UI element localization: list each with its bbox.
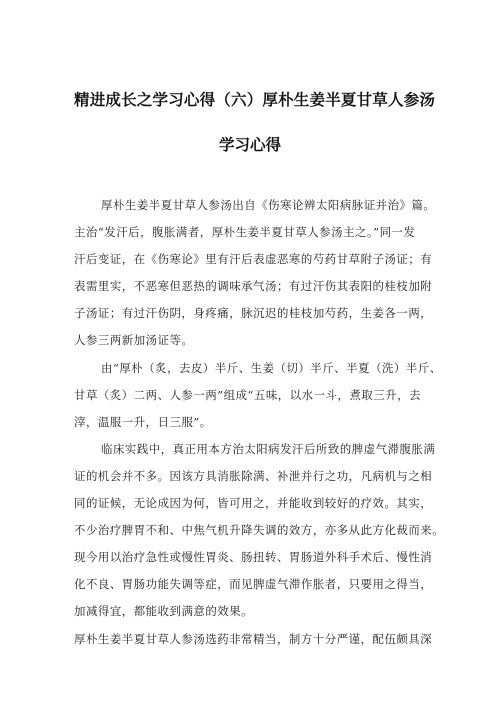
body-line: 证的机会并不多。因该方具消胀除满、补泄并行之功，凡病机与之相 bbox=[74, 468, 433, 483]
body-line: 表需里实，不恶寒但恶热的调味承气汤；有过汗伤其表阳的桂枝加附 bbox=[74, 279, 433, 294]
body-line: 化不良、胃肠功能失调等症，而见脾虚气滞作胀者，只要用之得当， bbox=[74, 577, 433, 592]
document-body bbox=[74, 192, 445, 653]
body-line: 人参三两新加汤证等。 bbox=[74, 333, 194, 348]
document-title: 精进成长之学习心得（六）厚朴生姜半夏甘草人参汤 bbox=[74, 91, 436, 109]
body-line: 子汤证；有过汗伤阴，身疼痛，脉沉迟的桂枝加芍药，生姜各一两， bbox=[74, 306, 433, 321]
body-line: 甘草（炙）二两、人参一两”组成“五味，以水一斗，煮取三升，去 bbox=[74, 387, 422, 402]
body-line: 厚朴生姜半夏甘草人参汤出自《伤寒论辨太阳病脉证并治》篇。 bbox=[101, 198, 436, 212]
body-line: 由“厚朴（炙，去皮）半斤、生姜（切）半斤、半夏（洗）半斤、 bbox=[101, 360, 442, 375]
body-line: 汗后变证，在《伤寒论》里有汗后表虚恶寒的芍药甘草附子汤证；有 bbox=[74, 252, 433, 267]
body-line: 同的证候，无论成因为何，皆可用之，并能收到较好的疗效。其实， bbox=[74, 496, 433, 511]
body-line: 临床实践中，真正用本方治太阳病发汗后所致的脾虚气滞腹胀满 bbox=[101, 441, 436, 456]
body-line: 厚朴生姜半夏甘草人参汤选药非常精当，制方十分严谨，配伍颇具深 bbox=[74, 631, 433, 646]
body-line: 主治“发汗后，腹胀满者，厚朴生姜半夏甘草人参汤主之。”同一发 bbox=[74, 225, 416, 240]
body-line: 不少治疗脾胃不和、中焦气机升降失调的效方，亦多从此方化裁而来。 bbox=[74, 523, 445, 538]
body-line: 加减得宜，都能收到满意的效果。 bbox=[74, 604, 254, 619]
body-line: 滓，温服一升，日三服”。 bbox=[74, 414, 212, 429]
document-subtitle: 学习心得 bbox=[218, 136, 281, 154]
body-line: 现今用以治疗急性或慢性胃炎、肠扭转、胃肠道外科手术后、慢性消 bbox=[74, 550, 433, 565]
